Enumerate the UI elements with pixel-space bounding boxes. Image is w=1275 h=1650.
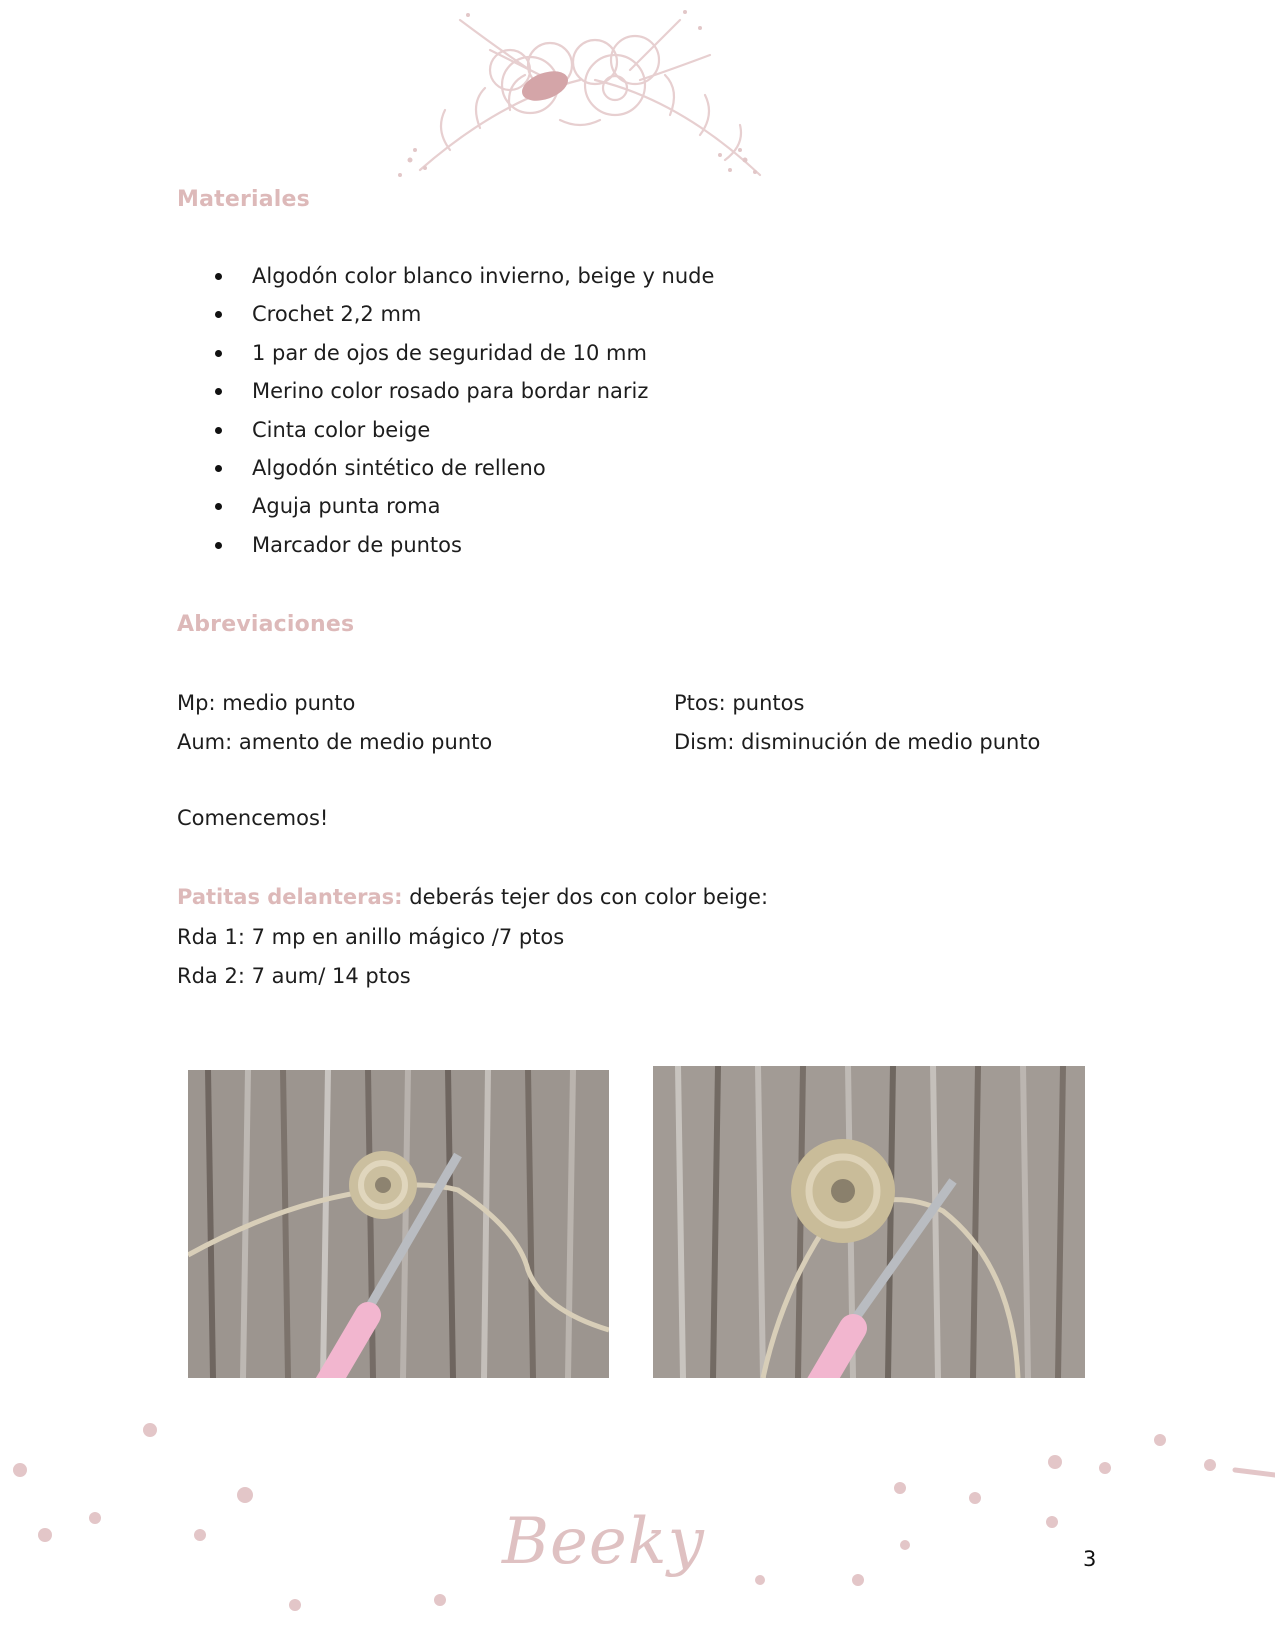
section-line [177, 885, 768, 909]
abbreviation-aum: Aum: amento de medio punto [177, 730, 493, 754]
materials-list [212, 263, 714, 570]
section-lead: deberás tejer dos con color beige: [402, 885, 769, 909]
list-item: Aguja punta roma [212, 493, 714, 531]
intro-text: Comencemos! [177, 806, 329, 830]
crochet-photo-1 [188, 1070, 609, 1378]
list-item: Merino color rosado para bordar nariz [212, 378, 714, 416]
brand-logo: Beeky [502, 1505, 705, 1579]
abbreviation-mp: Mp: medio punto [177, 691, 356, 715]
list-item: 1 par de ojos de seguridad de 10 mm [212, 340, 714, 378]
list-item: Marcador de puntos [212, 532, 714, 570]
abbreviation-ptos: Ptos: puntos [674, 691, 805, 715]
list-item: Crochet 2,2 mm [212, 301, 714, 339]
floral-ornament-icon [380, 0, 800, 200]
abbreviation-dism: Dism: disminución de medio punto [674, 730, 1041, 754]
list-item: Algodón color blanco invierno, beige y nude [212, 263, 714, 301]
round-1: Rda 1: 7 mp en anillo mágico /7 ptos [177, 925, 565, 949]
crochet-photo-2 [653, 1066, 1085, 1378]
section-heading: Patitas delanteras: [177, 885, 403, 909]
list-item: Algodón sintético de relleno [212, 455, 714, 493]
abbreviations-heading: Abreviaciones [177, 612, 355, 637]
page-number: 3 [1083, 1547, 1097, 1571]
list-item: Cinta color beige [212, 417, 714, 455]
round-2: Rda 2: 7 aum/ 14 ptos [177, 964, 411, 988]
materials-heading: Materiales [177, 187, 310, 212]
